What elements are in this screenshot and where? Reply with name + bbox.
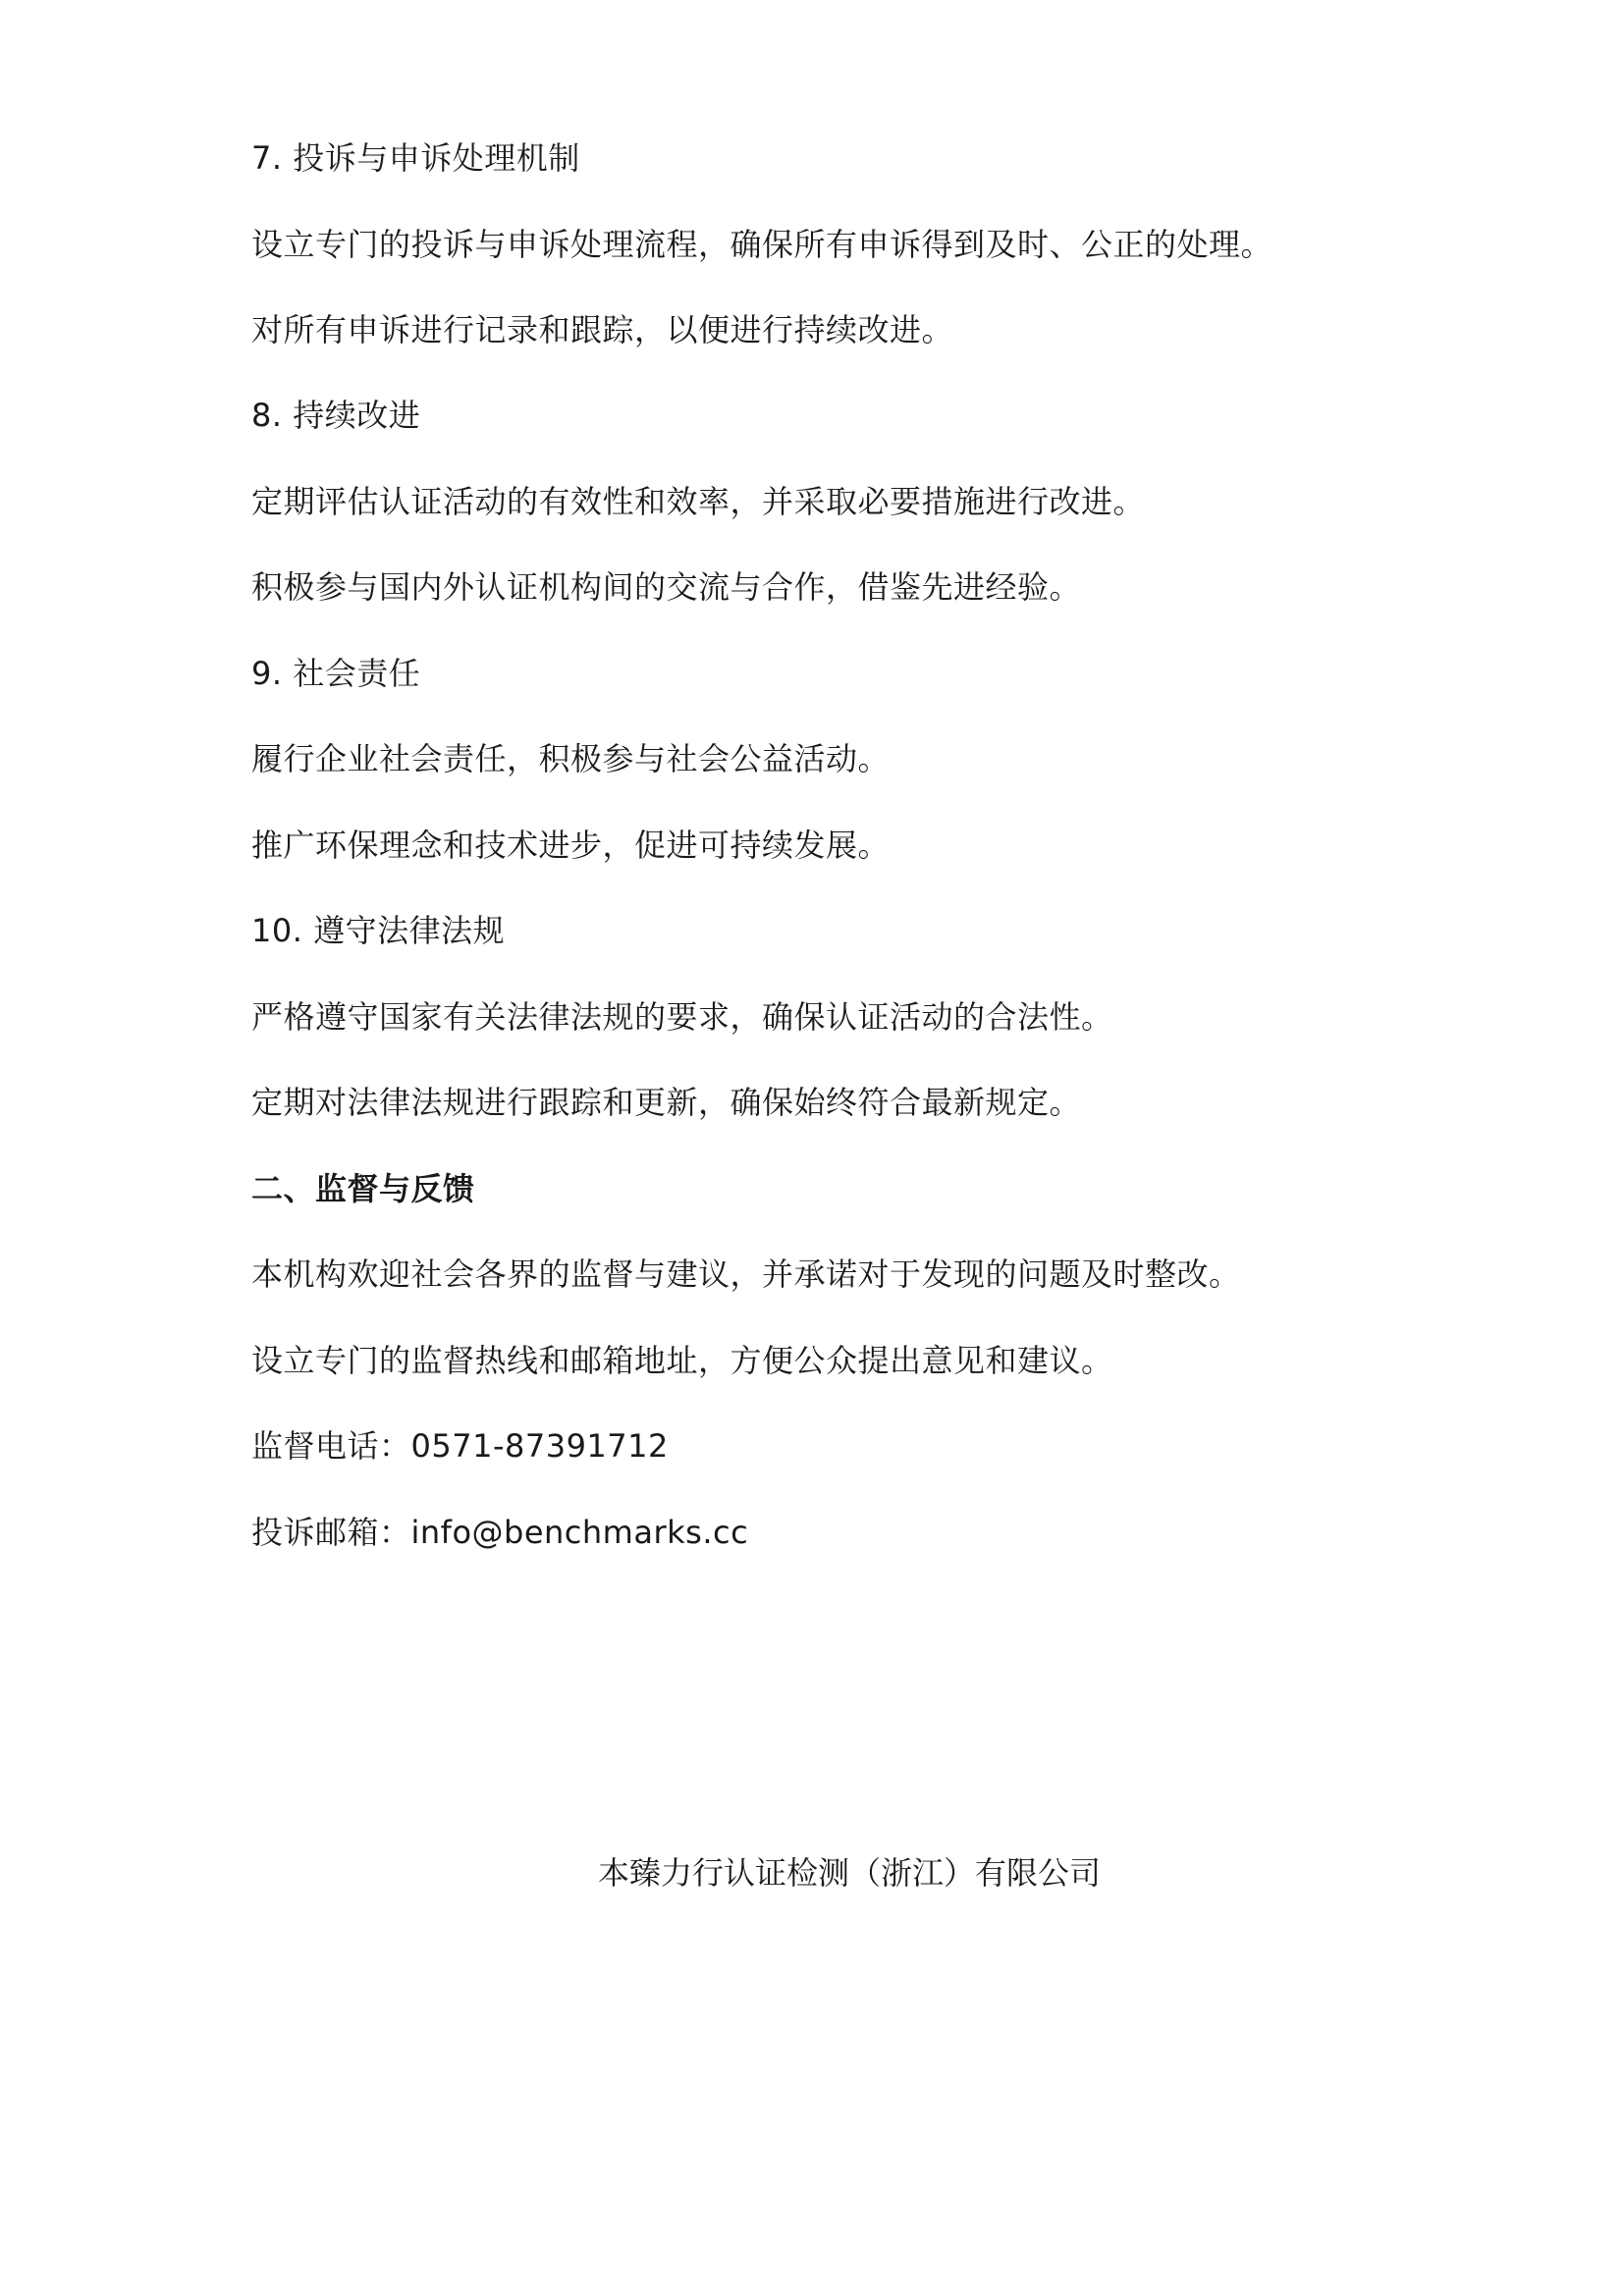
supervision-heading: 二、监督与反馈 — [251, 1170, 475, 1207]
section-8-paragraph-2: 积极参与国内外认证机构间的交流与合作，借鉴先进经验。 — [251, 568, 1082, 606]
supervision-email: 投诉邮箱：info@benchmarks.cc — [251, 1514, 749, 1551]
section-9-paragraph-1: 履行企业社会责任，积极参与社会公益活动。 — [251, 740, 891, 777]
section-8-paragraph-1: 定期评估认证活动的有效性和效率，并采取必要措施进行改进。 — [251, 483, 1146, 520]
section-7-paragraph-2: 对所有申诉进行记录和跟踪，以便进行持续改进。 — [251, 311, 954, 348]
section-8-heading: 8. 持续改进 — [251, 397, 421, 434]
section-10-heading: 10. 遵守法律法规 — [251, 912, 506, 949]
supervision-paragraph-2: 设立专门的监督热线和邮箱地址，方便公众提出意见和建议。 — [251, 1342, 1113, 1379]
section-9-heading: 9. 社会责任 — [251, 655, 421, 692]
section-9-paragraph-2: 推广环保理念和技术进步，促进可持续发展。 — [251, 827, 891, 864]
section-7-heading: 7. 投诉与申诉处理机制 — [251, 139, 580, 177]
supervision-phone: 监督电话：0571-87391712 — [251, 1427, 669, 1465]
section-7-paragraph-1: 设立专门的投诉与申诉处理流程，确保所有申诉得到及时、公正的处理。 — [251, 226, 1273, 263]
company-name: 本臻力行认证检测（浙江）有限公司 — [597, 1854, 1101, 1892]
section-10-paragraph-1: 严格遵守国家有关法律法规的要求，确保认证活动的合法性。 — [251, 998, 1113, 1036]
section-10-paragraph-2: 定期对法律法规进行跟踪和更新，确保始终符合最新规定。 — [251, 1084, 1082, 1121]
supervision-paragraph-1: 本机构欢迎社会各界的监督与建议，并承诺对于发现的问题及时整改。 — [251, 1255, 1241, 1293]
